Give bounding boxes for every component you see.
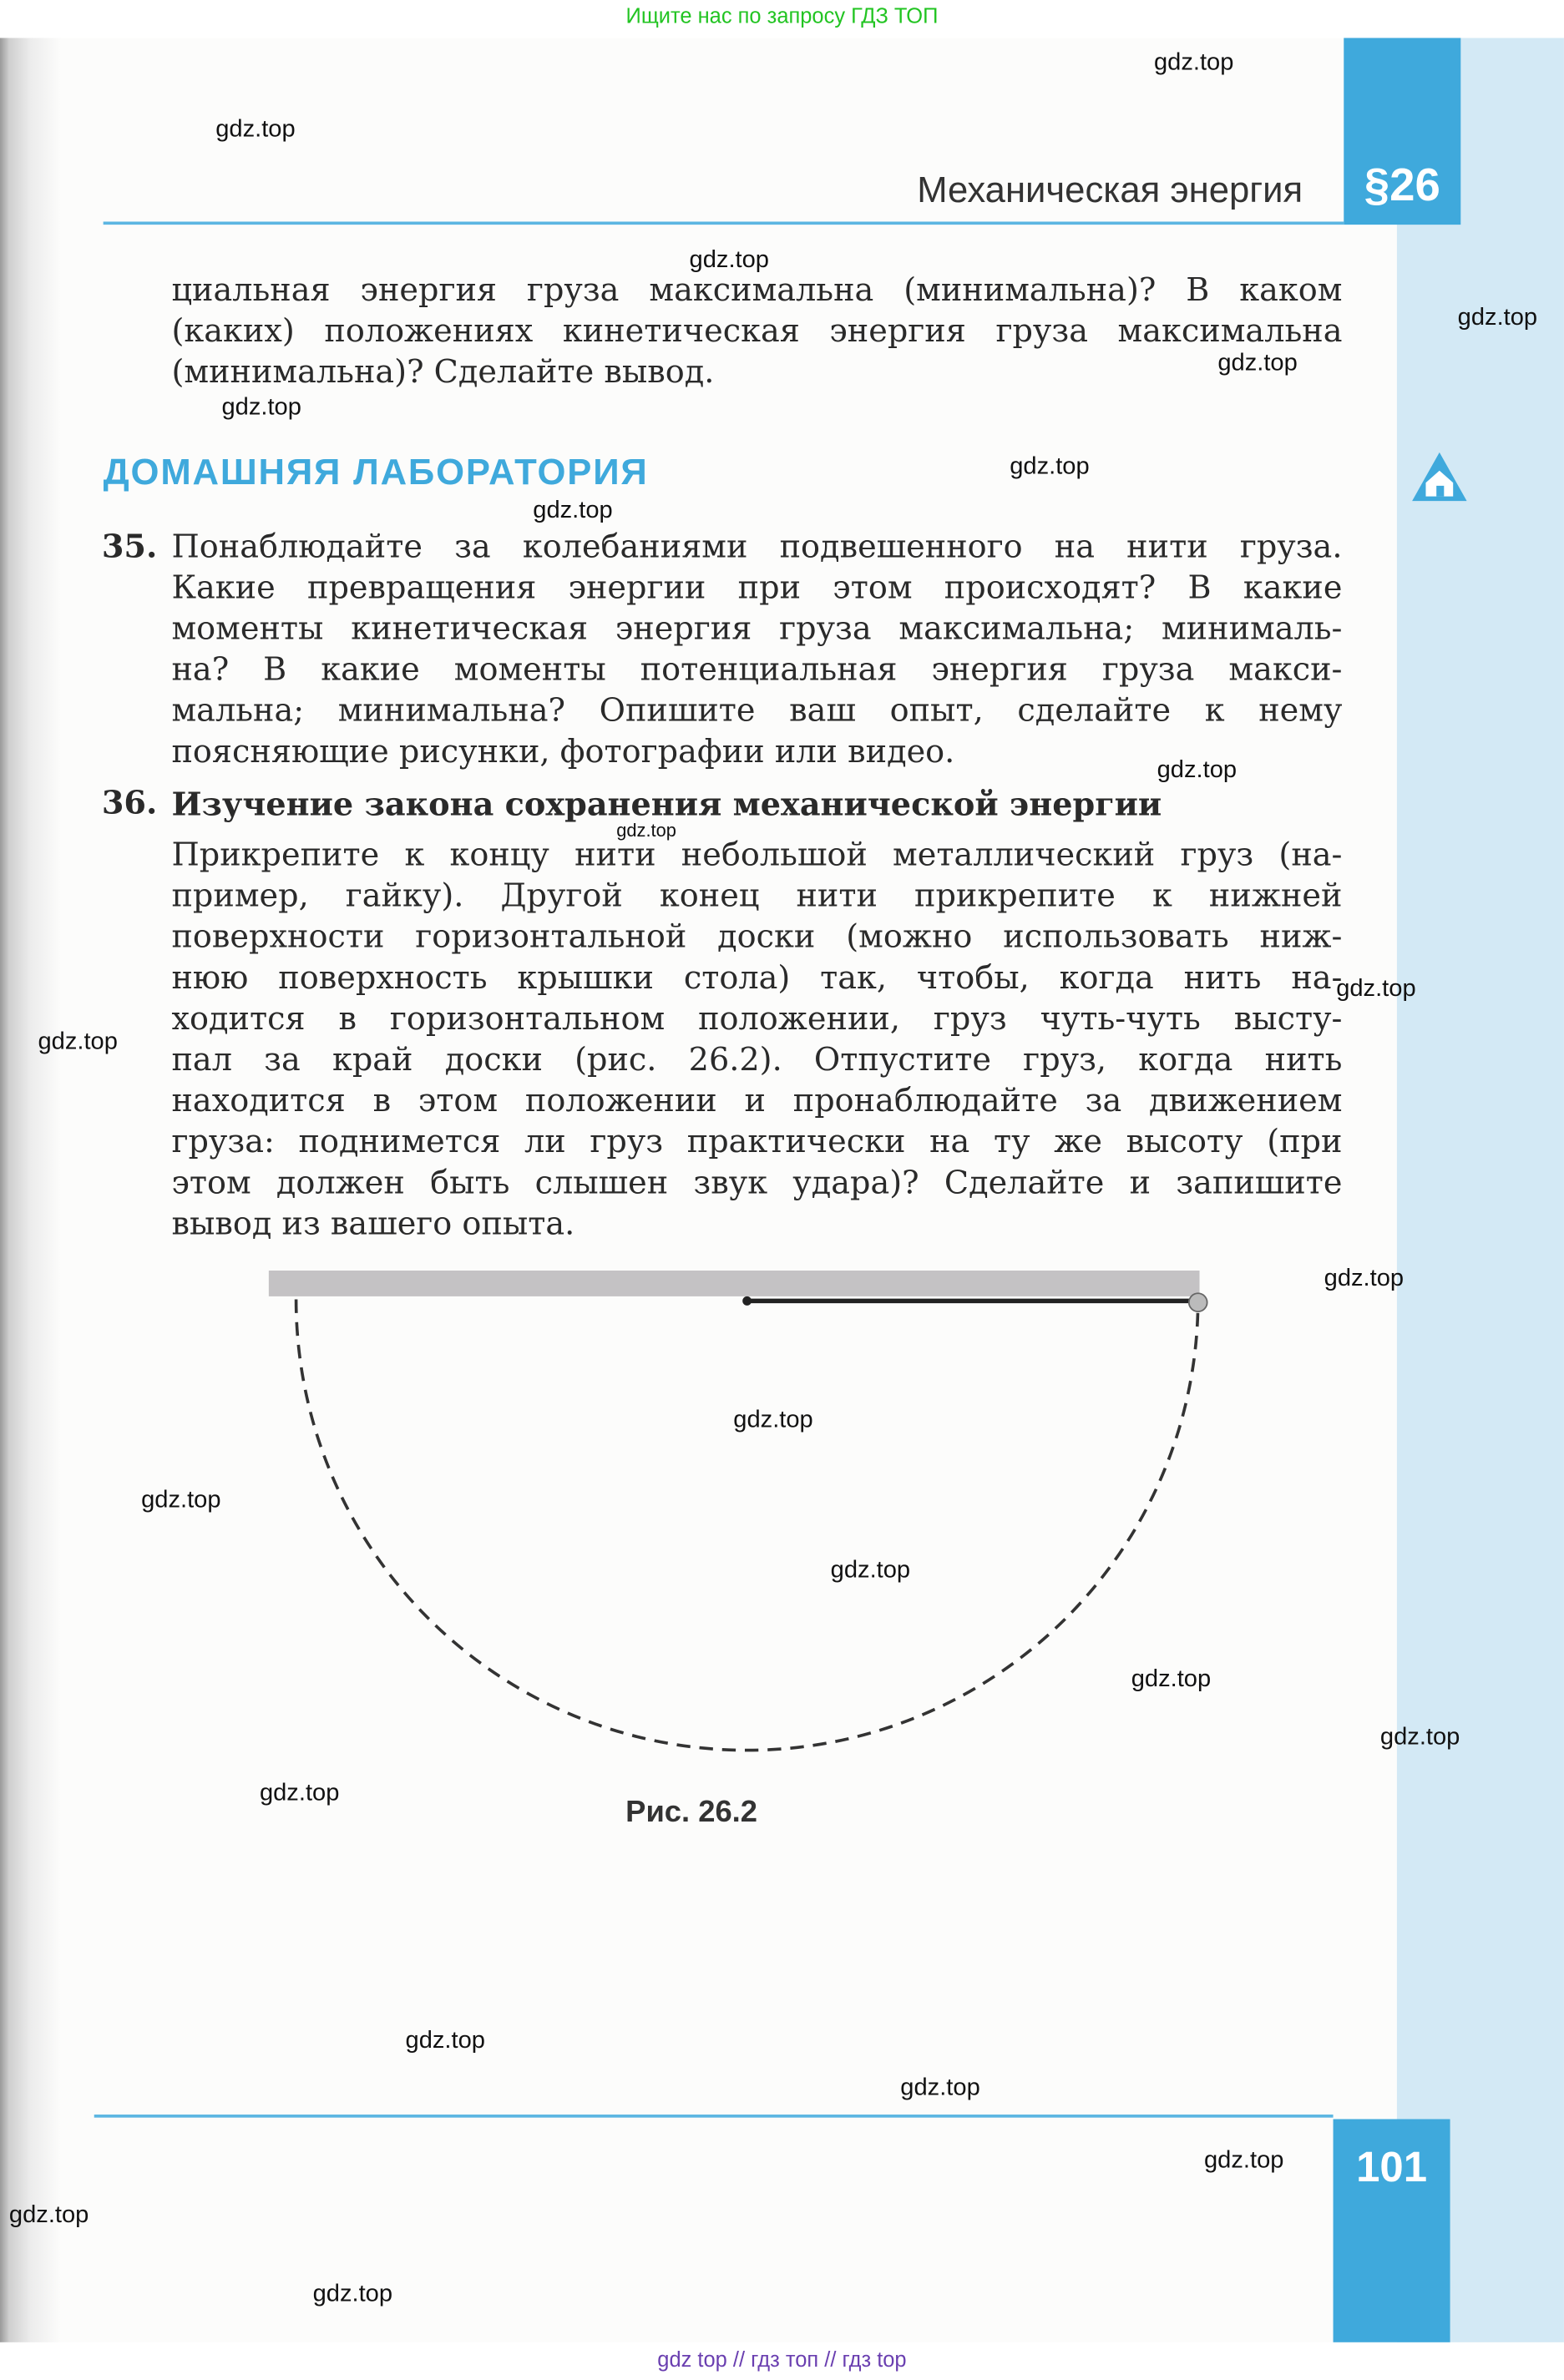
- section-heading: ДОМАШНЯЯ ЛАБОРАТОРИЯ: [103, 452, 649, 493]
- text-line: вывод из вашего опыта.: [171, 1205, 575, 1242]
- watermark: gdz.top: [616, 819, 676, 841]
- watermark: gdz.top: [533, 498, 613, 524]
- text-line: Понаблюдайте за колебаниями подвешенного на нити груза.: [171, 528, 1343, 565]
- watermark: gdz.top: [1217, 351, 1298, 376]
- task-number: 35.: [101, 526, 158, 565]
- watermark: gdz.top: [38, 1028, 118, 1055]
- text-line: (минимальна)? Сделайте вывод.: [171, 353, 715, 391]
- watermark: gdz.top: [900, 2074, 980, 2101]
- watermark: gdz.top: [1324, 1266, 1405, 1292]
- watermark: gdz.top: [8, 2202, 89, 2229]
- text-line: (каких) положениях кинетическая энергия груза максимальна: [171, 312, 1343, 350]
- text-line: этом должен быть слышен звук удара)? Сделайте и запишите: [171, 1164, 1343, 1201]
- section-tab: §26: [1344, 38, 1460, 225]
- watermark: gdz.top: [733, 1407, 813, 1433]
- watermark: gdz.top: [259, 1780, 340, 1806]
- text-line: находится в этом положении и пронаблюдайте за движением: [171, 1082, 1343, 1119]
- text-line: ходится в горизонтальном положении, груз чуть-чуть высту-: [171, 1000, 1343, 1037]
- text-line: моменты кинетическая энергия груза максимальна; минималь-: [171, 609, 1343, 647]
- watermark: gdz.top: [221, 394, 301, 421]
- swing-path: [296, 1300, 1198, 1751]
- top-banner[interactable]: Ищите нас по запросу ГДЗ ТОП: [625, 3, 939, 28]
- text-line: груза: поднимется ли груз практически на ту же высоту (при: [171, 1123, 1343, 1160]
- text-line: поверхности горизонтальной доски (можно использовать ниж-: [171, 918, 1343, 955]
- watermark: gdz.top: [405, 2028, 485, 2054]
- watermark: gdz.top: [1203, 2148, 1284, 2174]
- watermark: gdz.top: [1010, 453, 1090, 480]
- watermark: gdz.top: [1153, 50, 1234, 76]
- text-line: циальная энергия груза максимальна (минимальна)? В каком: [171, 271, 1343, 309]
- watermark: gdz.top: [1457, 305, 1538, 331]
- board: [269, 1271, 1200, 1296]
- watermark: gdz.top: [830, 1557, 911, 1584]
- text-line: мальна; минимальна? Опишите ваш опыт, сделайте к нему: [171, 692, 1343, 729]
- page-number: 101: [1334, 2119, 1450, 2342]
- footer-links[interactable]: gdz top // гдз топ // гдз top: [657, 2347, 907, 2372]
- text-line: на? В какие моменты потенциальная энергия груза макси-: [171, 651, 1343, 688]
- footer-divider: [94, 2115, 1334, 2118]
- watermark: gdz.top: [1379, 1724, 1460, 1751]
- pivot-point: [742, 1296, 752, 1306]
- text-line: Прикрепите к концу нити небольшой металлический груз (на-: [171, 836, 1343, 873]
- text-line: нюю поверхность крышки стола) так, чтобы, когда нить на-: [171, 959, 1343, 996]
- task-title: Изучение закона сохранения механической энергии: [171, 785, 1162, 823]
- watermark: gdz.top: [141, 1488, 221, 1513]
- text-line: пал за край доски (рис. 26.2). Отпустите груз, когда нить: [171, 1041, 1343, 1079]
- watermark: gdz.top: [1336, 976, 1416, 1003]
- text-line: поясняющие рисунки, фотографии или видео.: [171, 733, 955, 770]
- figure-caption: Рис. 26.2: [625, 1796, 758, 1830]
- text-line: пример, гайку). Другой конец нити прикрепите к нижней: [171, 877, 1343, 914]
- watermark: gdz.top: [312, 2281, 393, 2307]
- text-line: Какие превращения энергии при этом происходят? В какие: [171, 568, 1343, 606]
- watermark: gdz.top: [215, 117, 296, 143]
- weight: [1189, 1293, 1207, 1311]
- task-number: 36.: [101, 783, 158, 821]
- watermark: gdz.top: [689, 247, 769, 274]
- watermark: gdz.top: [1131, 1666, 1212, 1693]
- watermark: gdz.top: [1157, 757, 1238, 784]
- chapter-title: Механическая энергия: [917, 169, 1303, 211]
